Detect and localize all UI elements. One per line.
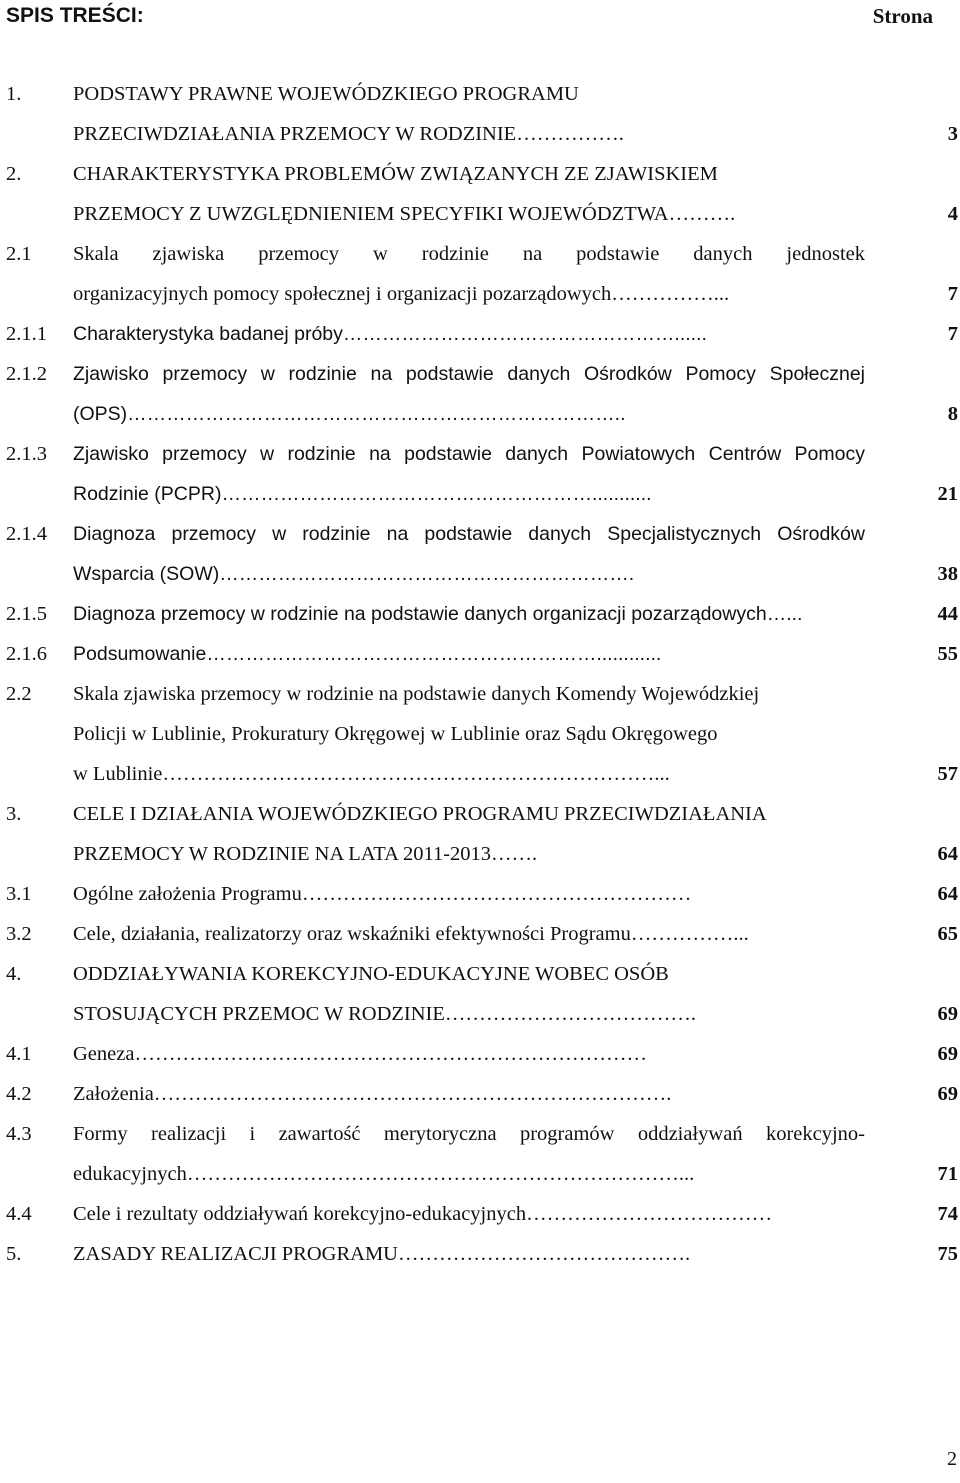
- toc-entry-number: 3.1: [6, 883, 32, 905]
- toc-entry-number: 2.1.1: [6, 323, 47, 345]
- toc-entry-line: [0, 959, 960, 989]
- toc-entry-line: [0, 319, 960, 349]
- toc-entry-page: 21: [937, 483, 958, 505]
- toc-entry-text[interactable]: Skala zjawiska przemocy w rodzinie na podstawie danych jednostek: [73, 243, 865, 265]
- toc-entry-text[interactable]: (OPS)…………………………………………………………………..: [73, 403, 626, 425]
- toc-entry-page: 64: [937, 843, 958, 865]
- toc-entry-page: 69: [937, 1043, 958, 1065]
- toc-entry-number: 4.4: [6, 1203, 32, 1225]
- toc-entry-line: [0, 1039, 960, 1069]
- toc-entry-line: [0, 479, 960, 509]
- toc-entry-text[interactable]: CHARAKTERYSTYKA PROBLEMÓW ZWIĄZANYCH ZE ZJAWISKIEM: [73, 163, 718, 185]
- toc-entry-text[interactable]: Podsumowanie……………………………………………………............: [73, 643, 662, 665]
- toc-entry-text[interactable]: Formy realizacji i zawartość merytoryczna programów oddziaływań korekcyjno-: [73, 1123, 865, 1145]
- page-column-label: Strona: [872, 4, 933, 28]
- toc-entry-text[interactable]: Rodzinie (PCPR)…………………………………………………...........: [73, 483, 652, 505]
- toc-entry-line: [0, 1199, 960, 1229]
- toc-entry-text[interactable]: organizacyjnych pomocy społecznej i organizacji pozarządowych……………...: [73, 283, 730, 305]
- toc-entry-line: [0, 79, 960, 109]
- toc-entry-line: [0, 759, 960, 789]
- toc-entry-line: [0, 399, 960, 429]
- toc-entry-page: 7: [947, 283, 958, 305]
- toc-entry-text[interactable]: Wsparcia (SOW)……………………………………………………….: [73, 563, 635, 585]
- toc-entry-text[interactable]: edukacyjnych………………………………………………………………...: [73, 1163, 695, 1185]
- toc-entry-page: 57: [937, 763, 958, 785]
- toc-entry-line: [0, 679, 960, 709]
- toc-entry-text[interactable]: Zjawisko przemocy w rodzinie na podstawie danych Ośrodków Pomocy Społecznej: [73, 363, 865, 385]
- toc-entry-text[interactable]: Cele i rezultaty oddziaływań korekcyjno-edukacyjnych………………………………: [73, 1203, 773, 1225]
- toc-entry-number: 1.: [6, 83, 22, 105]
- toc-entry-page: 69: [937, 1083, 958, 1105]
- toc-entry-number: 4.: [6, 963, 22, 985]
- toc-entry-line: [0, 119, 960, 149]
- toc-entry-number: 3.2: [6, 923, 32, 945]
- toc-entry-text[interactable]: Charakterystyka badanej próby……………………………………………......: [73, 323, 707, 345]
- toc-entry-number: 2.: [6, 163, 22, 185]
- toc-entry-text[interactable]: ZASADY REALIZACJI PROGRAMU…………………………………….: [73, 1243, 691, 1265]
- toc-entry-page: 8: [947, 403, 958, 425]
- toc-entry-text[interactable]: Ogólne założenia Programu…………………………………………………: [73, 883, 692, 905]
- toc-entry-text[interactable]: PRZECIWDZIAŁANIA PRZEMOCY W RODZINIE…………….: [73, 123, 624, 145]
- toc-title: SPIS TREŚCI:: [6, 4, 144, 27]
- toc-entry-text[interactable]: Geneza…………………………………………………………………: [73, 1043, 647, 1065]
- toc-entry-line: [0, 839, 960, 869]
- toc-entry-line: [0, 1239, 960, 1269]
- toc-entry-number: 4.2: [6, 1083, 32, 1105]
- toc-entry-page: 4: [947, 203, 958, 225]
- toc-entry-text[interactable]: w Lublinie………………………………………………………………...: [73, 763, 670, 785]
- toc-entry-text[interactable]: Cele, działania, realizatorzy oraz wskaźniki efektywności Programu……………...: [73, 923, 749, 945]
- toc-entry-line: [0, 359, 960, 389]
- toc-entry-number: 2.1.3: [6, 443, 47, 465]
- toc-entry-line: [0, 1159, 960, 1189]
- toc-entry-text[interactable]: PRZEMOCY Z UWZGLĘDNIENIEM SPECYFIKI WOJEWÓDZTWA……….: [73, 203, 736, 225]
- toc-entry-line: [0, 279, 960, 309]
- toc-entry-text[interactable]: STOSUJĄCYCH PRZEMOC W RODZINIE……………………………….: [73, 1003, 697, 1025]
- toc-entry-line: [0, 239, 960, 269]
- toc-entry-page: 3: [947, 123, 958, 145]
- toc-entry-number: 2.1.6: [6, 643, 47, 665]
- toc-entry-text[interactable]: PRZEMOCY W RODZINIE NA LATA 2011-2013…….: [73, 843, 538, 865]
- toc-entry-number: 4.1: [6, 1043, 32, 1065]
- toc-entry-text[interactable]: Założenia………………………………………………………………….: [73, 1083, 672, 1105]
- toc-entry-text[interactable]: ODDZIAŁYWANIA KOREKCYJNO-EDUKACYJNE WOBEC OSÓB: [73, 963, 669, 985]
- toc-entry-line: [0, 919, 960, 949]
- toc-entry-line: [0, 719, 960, 749]
- toc-entry-line: [0, 519, 960, 549]
- toc-entry-number: 2.1.5: [6, 603, 47, 625]
- toc-entry-page: 7: [947, 323, 958, 345]
- toc-entry-page: 69: [937, 1003, 958, 1025]
- toc-entry-text[interactable]: Zjawisko przemocy w rodzinie na podstawie danych Powiatowych Centrów Pomocy: [73, 443, 865, 465]
- toc-entry-page: 64: [937, 883, 958, 905]
- toc-entry-line: [0, 199, 960, 229]
- toc-entry-page: 38: [937, 563, 958, 585]
- toc-entry-text[interactable]: Diagnoza przemocy w rodzinie na podstawie danych organizacji pozarządowych…...: [73, 603, 803, 625]
- toc-entry-number: 5.: [6, 1243, 22, 1265]
- toc-entry-text[interactable]: CELE I DZIAŁANIA WOJEWÓDZKIEGO PROGRAMU PRZECIWDZIAŁANIA: [73, 803, 767, 825]
- toc-entry-number: 3.: [6, 803, 22, 825]
- toc-entry-number: 2.1.4: [6, 523, 47, 545]
- toc-entry-text[interactable]: Skala zjawiska przemocy w rodzinie na podstawie danych Komendy Wojewódzkiej: [73, 683, 760, 705]
- footer-page-number: 2: [947, 1448, 957, 1470]
- toc-entry-number: 2.2: [6, 683, 32, 705]
- toc-entry-line: [0, 1119, 960, 1149]
- toc-entry-page: 65: [937, 923, 958, 945]
- toc-entry-text[interactable]: PODSTAWY PRAWNE WOJEWÓDZKIEGO PROGRAMU: [73, 83, 579, 105]
- toc-entry-page: 74: [937, 1203, 958, 1225]
- toc-entry-line: [0, 559, 960, 589]
- toc-entry-number: 2.1: [6, 243, 32, 265]
- toc-entry-line: [0, 439, 960, 469]
- toc-entry-number: 2.1.2: [6, 363, 47, 385]
- toc-entry-page: 44: [937, 603, 958, 625]
- toc-entry-page: 71: [937, 1163, 958, 1185]
- toc-entry-text[interactable]: Diagnoza przemocy w rodzinie na podstawie danych Specjalistycznych Ośrodków: [73, 523, 865, 545]
- toc-header: [0, 0, 960, 40]
- toc-entry-line: [0, 599, 960, 629]
- toc-entry-line: [0, 879, 960, 909]
- toc-entry-line: [0, 799, 960, 829]
- toc-entry-line: [0, 159, 960, 189]
- toc-entry-page: 75: [937, 1243, 958, 1265]
- toc-entry-line: [0, 999, 960, 1029]
- toc-entry-page: 55: [937, 643, 958, 665]
- toc-entry-line: [0, 639, 960, 669]
- toc-entry-number: 4.3: [6, 1123, 32, 1145]
- toc-entry-text[interactable]: Policji w Lublinie, Prokuratury Okręgowej w Lublinie oraz Sądu Okręgowego: [73, 723, 718, 745]
- toc-entry-line: [0, 1079, 960, 1109]
